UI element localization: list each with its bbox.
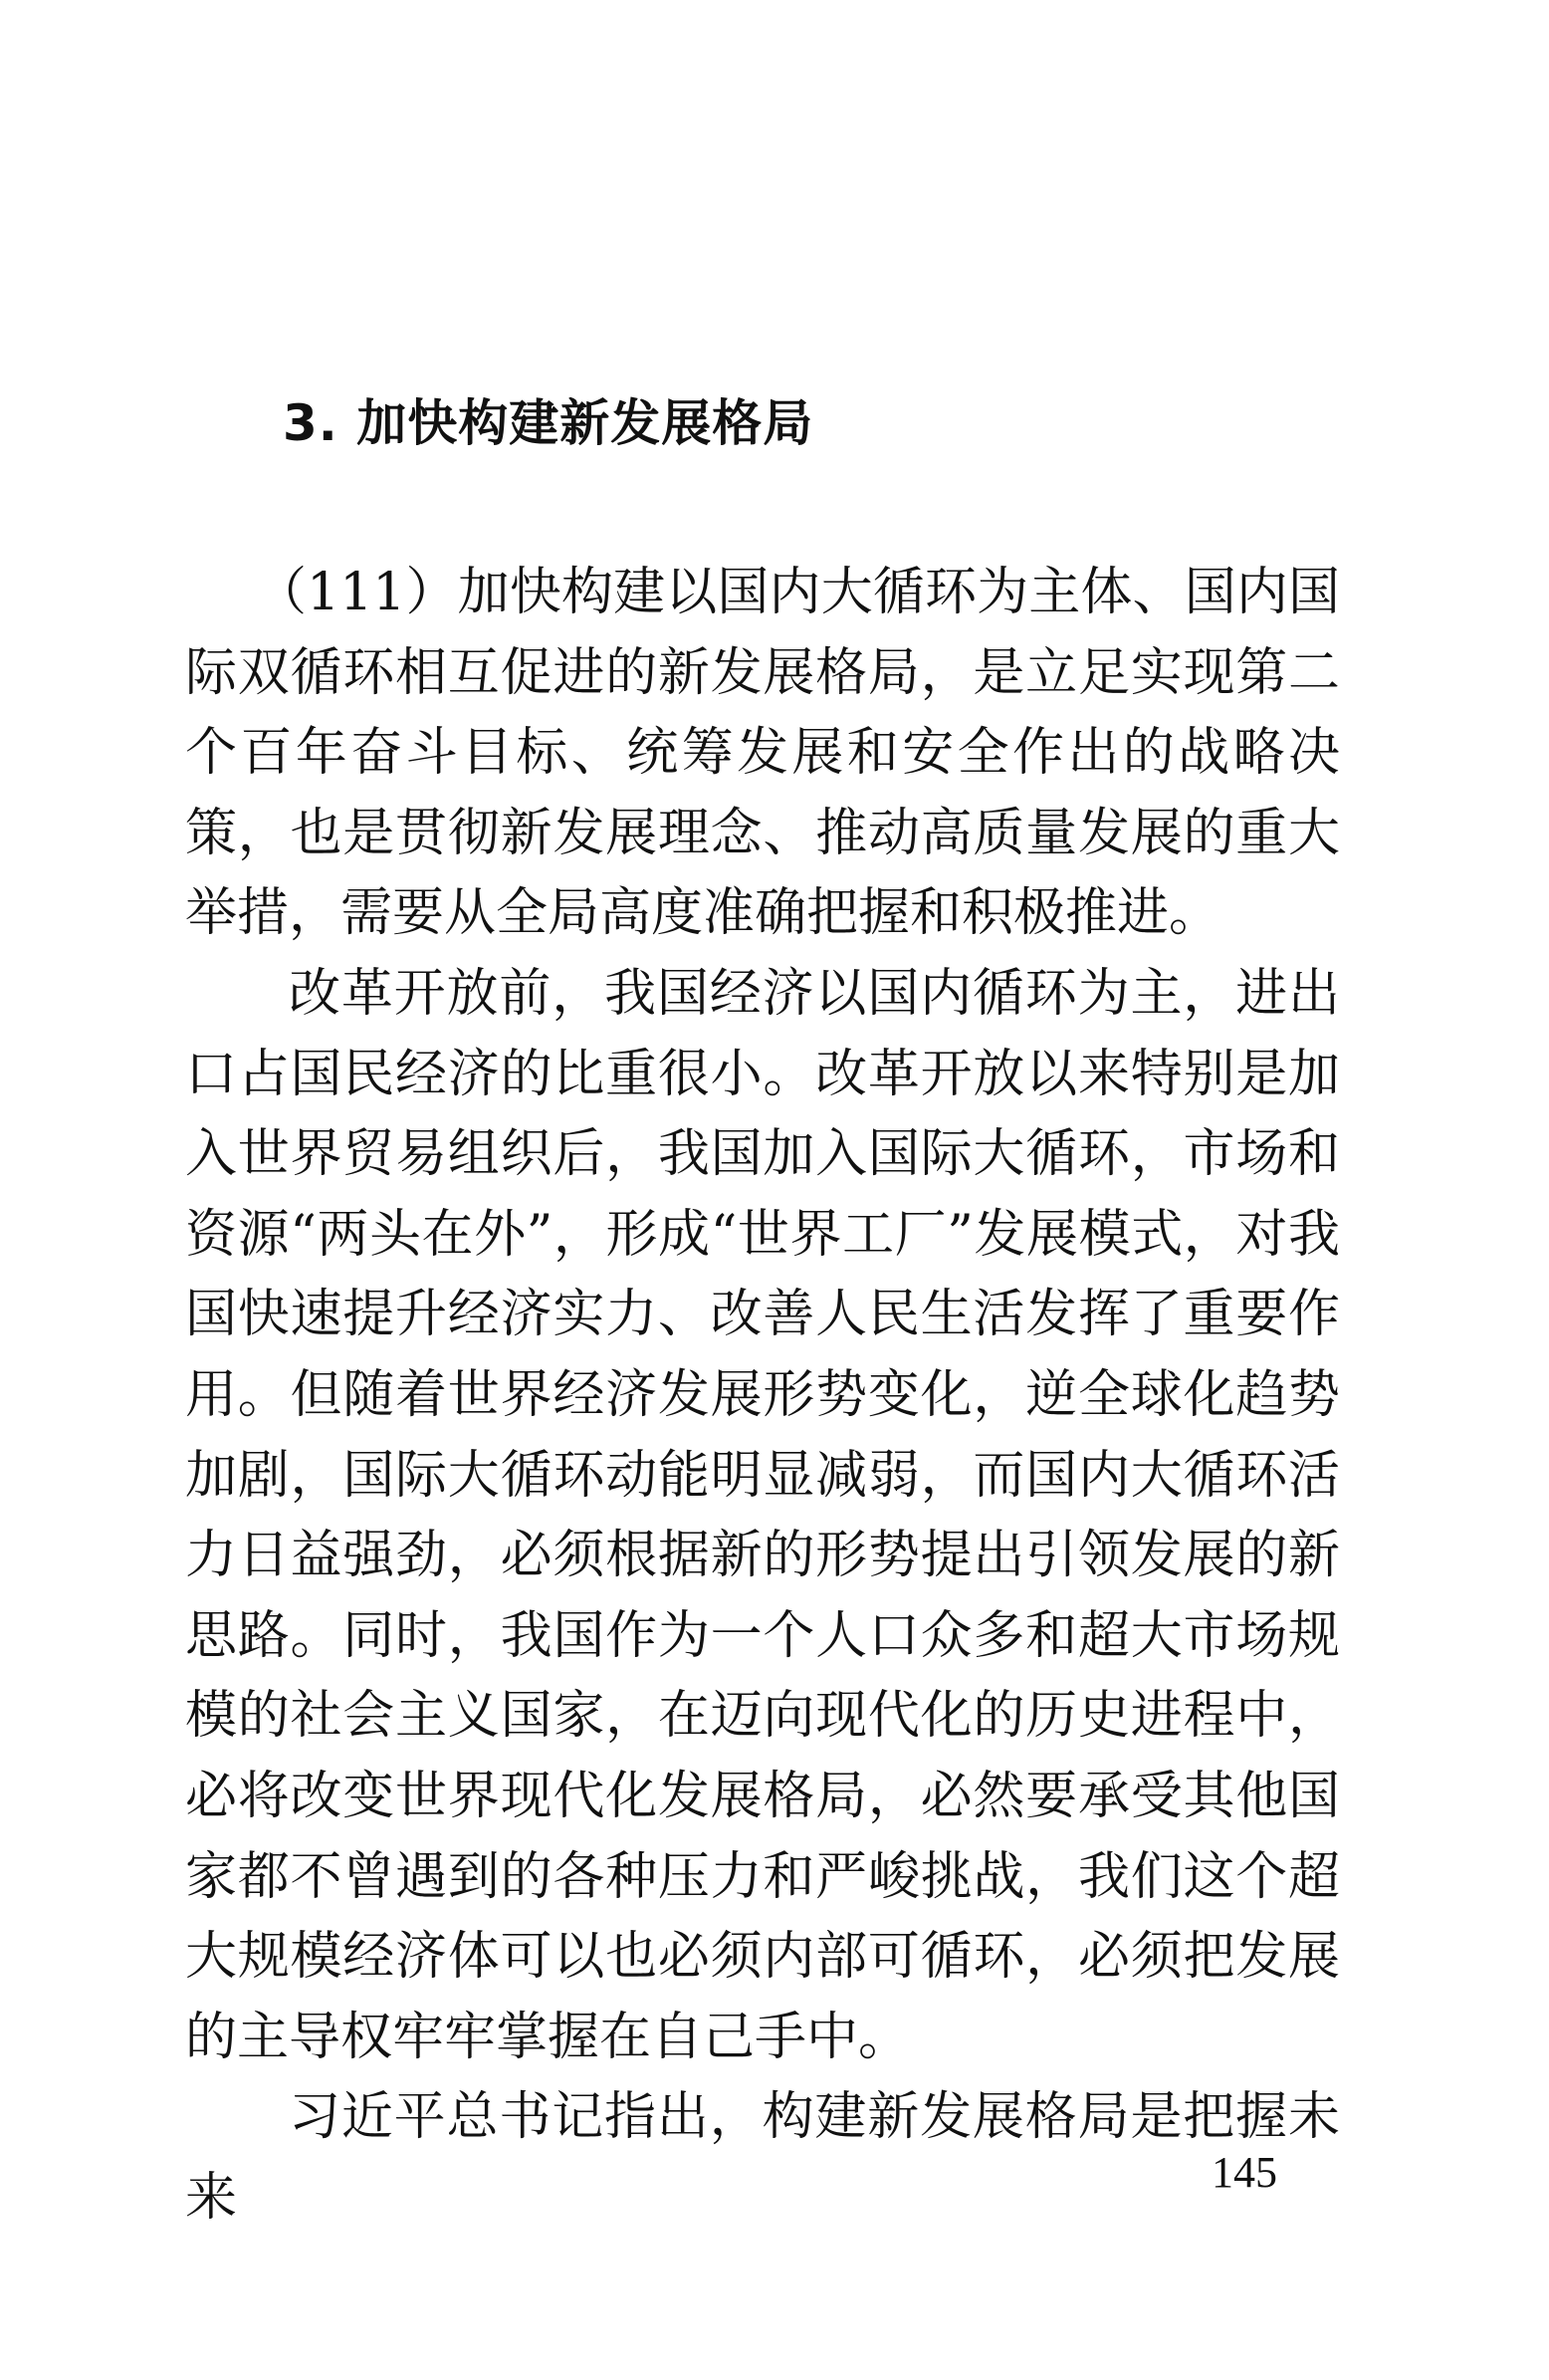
paragraph-2: 改革开放前，我国经济以国内循环为主，进出口占国民经济的比重很小。改革开放以来特别是加入世界贸易组织后，我国加入国际大循环，市场和资源“两头在外”，形成“世界工厂”发展模式，对我国快速提升经济实力、改善人民生活发挥了重要作用。但随着世界经济发展形势变化，逆全球化趋势加剧，国际大循环动能明显减弱，而国内大循环活力日益强劲，必须根据新的形势提出引领发展的新思路。同时，我国作为一个人口众多和超大市场规模的社会主义国家，在迈向现代化的历史进程中，必将改变世界现代化发展格局，必然要承受其他国家都不曾遇到的各种压力和严峻挑战，我们这个超大规模经济体可以也必须内部可循环，必须把发展的主导权牢牢掌握在自己手中。	[185, 963, 1340, 2067]
paragraph-1: （111）加快构建以国内大循环为主体、国内国际双循环相互促进的新发展格局，是立足实现第二个百年奋斗目标、统筹发展和安全作出的战略决策，也是贯彻新发展理念、推动高质量发展的重大举措，需要从全局高度准确把握和积极推进。	[185, 563, 1340, 944]
section-heading: 3. 加快构建新发展格局	[283, 394, 814, 452]
body-text	[185, 553, 1340, 2238]
page-number: 145	[1212, 2148, 1277, 2197]
paragraph-3: 习近平总书记指出，构建新发展格局是把握未来	[185, 2087, 1340, 2228]
